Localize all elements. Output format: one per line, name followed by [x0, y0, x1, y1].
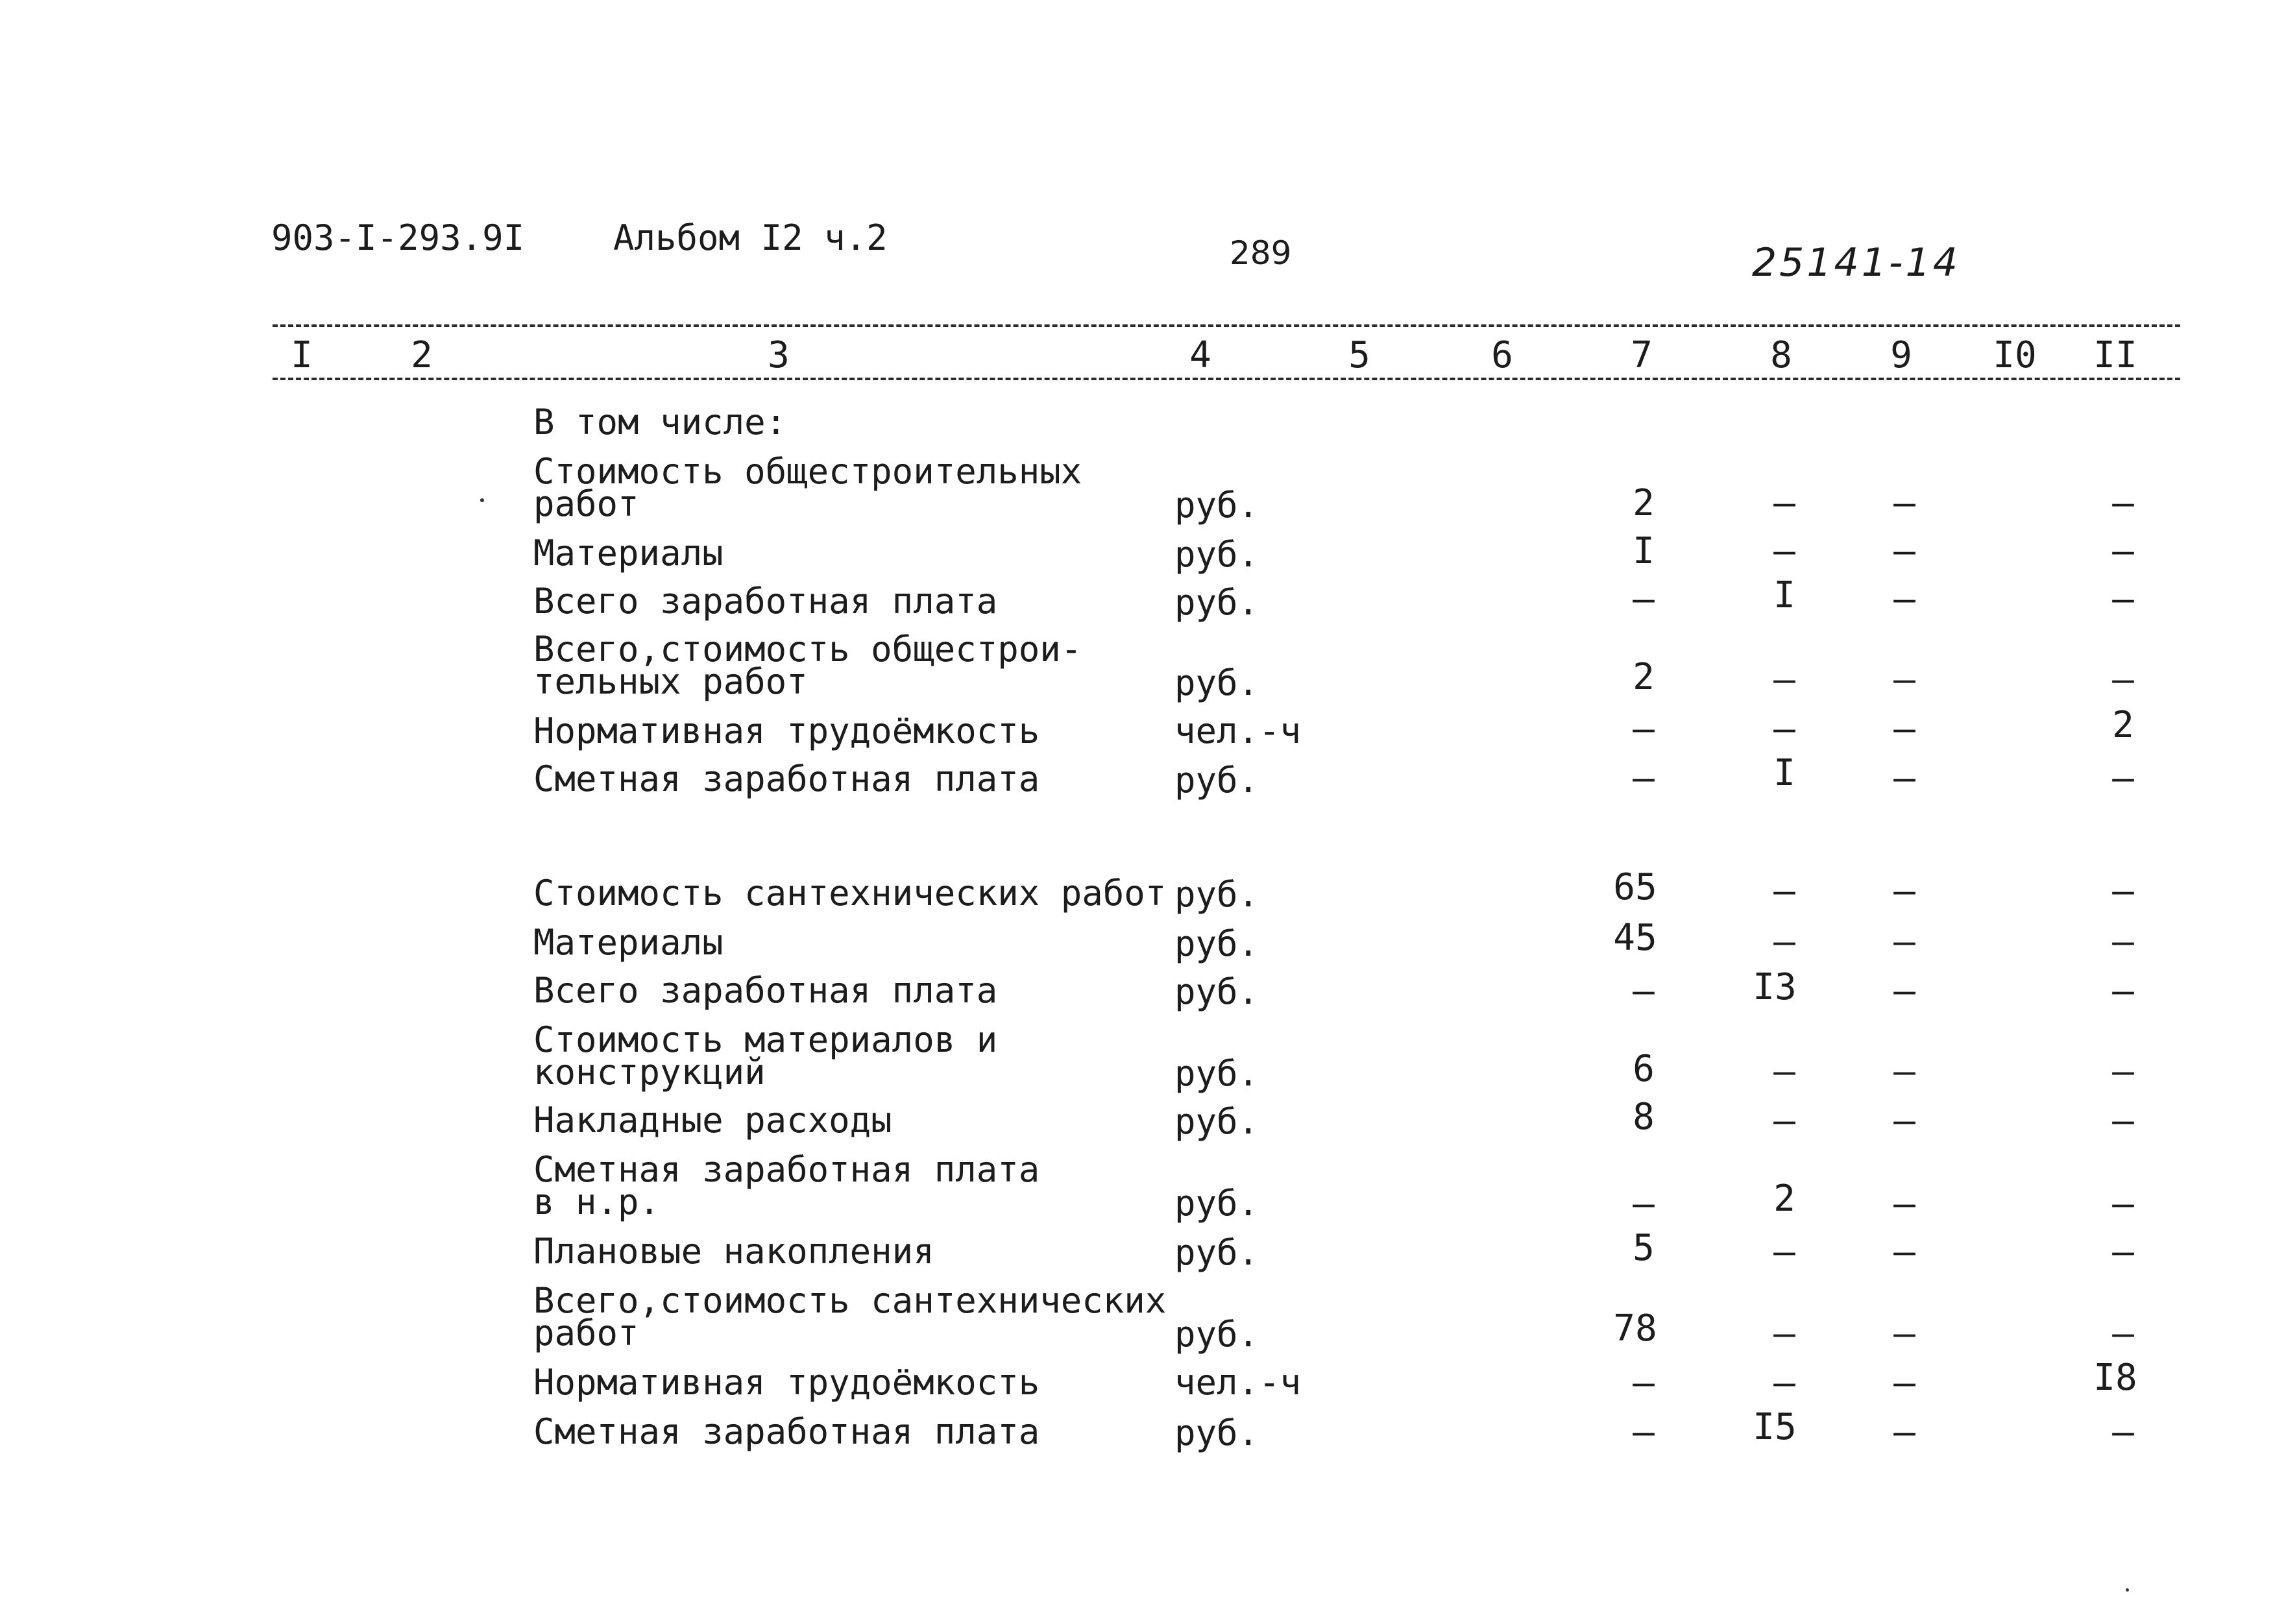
- row-label: Стоимость общестроительных: [533, 451, 1082, 492]
- row-label: Всего заработная плата: [533, 581, 998, 622]
- col9-cell: –: [1893, 1100, 1915, 1142]
- col8-cell: –: [1773, 870, 1795, 912]
- col8-cell: –: [1773, 1231, 1795, 1273]
- row-label: Всего,стоимость общестрои-: [533, 629, 1082, 670]
- col9-cell: –: [1893, 1411, 1915, 1453]
- col11-cell: I8: [2093, 1357, 2137, 1399]
- column-number-5: 5: [1348, 334, 1370, 376]
- col7-cell: 65: [1613, 866, 1657, 908]
- scan-speck: [2126, 1588, 2129, 1592]
- col7-cell: –: [1633, 578, 1655, 620]
- col9-cell: –: [1893, 1050, 1915, 1093]
- unit-cell: руб.: [1174, 1314, 1259, 1355]
- col8-cell: I: [1773, 752, 1795, 794]
- column-number-6: 6: [1491, 334, 1513, 376]
- column-number-9: 9: [1890, 334, 1912, 376]
- unit-cell: руб.: [1174, 1412, 1259, 1453]
- column-number-11: II: [2093, 334, 2137, 376]
- col11-cell: –: [2112, 530, 2134, 572]
- col8-cell: I3: [1753, 966, 1797, 1008]
- col8-cell: 2: [1773, 1178, 1795, 1220]
- col7-cell: –: [1633, 970, 1655, 1012]
- unit-cell: чел.-ч: [1174, 1362, 1302, 1403]
- row-label: Плановые накопления: [533, 1231, 934, 1272]
- unit-cell: руб.: [1174, 760, 1259, 801]
- unit-cell: руб.: [1174, 485, 1259, 526]
- row-label: Материалы: [533, 922, 723, 963]
- col9-cell: –: [1893, 708, 1915, 750]
- document-code: 903-I-293.9I: [271, 217, 525, 258]
- column-number-8: 8: [1770, 334, 1792, 376]
- col7-cell: 2: [1633, 656, 1655, 698]
- col9-cell: –: [1893, 757, 1915, 799]
- column-number-1: I: [291, 334, 313, 376]
- col9-cell: –: [1893, 921, 1915, 963]
- col11-cell: –: [2112, 921, 2134, 963]
- row-label: Сметная заработная плата: [533, 758, 1040, 799]
- col11-cell: –: [2112, 1050, 2134, 1093]
- unit-cell: руб.: [1174, 1232, 1259, 1273]
- table-header-rule: [273, 378, 2180, 380]
- col11-cell: –: [2112, 1183, 2134, 1225]
- scan-speck: [480, 498, 484, 502]
- col11-cell: 2: [2112, 704, 2134, 746]
- col7-cell: 5: [1633, 1227, 1655, 1269]
- col9-cell: –: [1893, 578, 1915, 620]
- col8-cell: –: [1773, 708, 1795, 750]
- col7-cell: –: [1633, 1183, 1655, 1225]
- col7-cell: –: [1633, 757, 1655, 799]
- column-number-10: I0: [1993, 334, 2037, 376]
- inventory-number: 25141-14: [1752, 240, 1960, 285]
- col7-cell: 78: [1613, 1307, 1657, 1350]
- unit-cell: руб.: [1174, 1183, 1259, 1224]
- col8-cell: I5: [1753, 1406, 1797, 1448]
- row-label: Стоимость сантехнических работ: [533, 873, 1167, 914]
- col7-cell: –: [1633, 1411, 1655, 1453]
- unit-cell: руб.: [1174, 923, 1259, 964]
- page-number: 289: [1230, 234, 1292, 272]
- row-label: Нормативная трудоёмкость: [533, 710, 1040, 751]
- unit-cell: руб.: [1174, 874, 1259, 915]
- table-top-rule: [273, 324, 2180, 327]
- unit-cell: руб.: [1174, 534, 1259, 575]
- column-number-3: 3: [768, 334, 790, 376]
- col9-cell: –: [1893, 659, 1915, 701]
- row-label: конструкций: [533, 1052, 766, 1093]
- unit-cell: руб.: [1174, 582, 1259, 623]
- col8-cell: –: [1773, 482, 1795, 524]
- col11-cell: –: [2112, 1231, 2134, 1273]
- col9-cell: –: [1893, 1313, 1915, 1355]
- row-label: работ: [533, 1313, 639, 1353]
- col9-cell: –: [1893, 530, 1915, 572]
- unit-cell: руб.: [1174, 1053, 1259, 1094]
- col7-cell: I: [1633, 530, 1655, 572]
- col11-cell: –: [2112, 1100, 2134, 1142]
- col7-cell: –: [1633, 708, 1655, 750]
- row-label: Всего заработная плата: [533, 970, 998, 1011]
- column-number-2: 2: [411, 334, 433, 376]
- column-number-4: 4: [1189, 334, 1211, 376]
- row-label: Сметная заработная плата: [533, 1411, 1040, 1452]
- col11-cell: –: [2112, 1313, 2134, 1355]
- col7-cell: 45: [1613, 917, 1657, 959]
- col8-cell: –: [1773, 1100, 1795, 1142]
- col9-cell: –: [1893, 870, 1915, 912]
- unit-cell: руб.: [1174, 662, 1259, 703]
- row-label: Нормативная трудоёмкость: [533, 1362, 1040, 1403]
- col7-cell: –: [1633, 1362, 1655, 1404]
- row-label: Сметная заработная плата: [533, 1149, 1040, 1190]
- col8-cell: –: [1773, 1313, 1795, 1355]
- col11-cell: –: [2112, 1411, 2134, 1453]
- unit-cell: руб.: [1174, 1101, 1259, 1142]
- col11-cell: –: [2112, 757, 2134, 799]
- row-label: тельных работ: [533, 661, 808, 702]
- row-label: в н.р.: [533, 1182, 661, 1222]
- col11-cell: –: [2112, 970, 2134, 1012]
- unit-cell: чел.-ч: [1174, 710, 1302, 751]
- row-label: В том числе:: [533, 402, 787, 442]
- col9-cell: –: [1893, 970, 1915, 1012]
- col11-cell: –: [2112, 659, 2134, 701]
- album-label: Альбом I2 ч.2: [613, 217, 888, 258]
- row-label: Всего,стоимость сантехнических: [533, 1280, 1167, 1321]
- col11-cell: –: [2112, 870, 2134, 912]
- unit-cell: руб.: [1174, 971, 1259, 1012]
- col8-cell: –: [1773, 1050, 1795, 1093]
- col9-cell: –: [1893, 1362, 1915, 1404]
- col7-cell: 8: [1633, 1096, 1655, 1138]
- col9-cell: –: [1893, 1183, 1915, 1225]
- col8-cell: –: [1773, 530, 1795, 572]
- column-number-7: 7: [1631, 334, 1653, 376]
- col8-cell: –: [1773, 659, 1795, 701]
- col11-cell: –: [2112, 578, 2134, 620]
- col7-cell: 2: [1633, 482, 1655, 524]
- col8-cell: I: [1773, 574, 1795, 616]
- col9-cell: –: [1893, 482, 1915, 524]
- row-label: Накладные расходы: [533, 1100, 892, 1141]
- col8-cell: –: [1773, 1362, 1795, 1404]
- row-label: Материалы: [533, 533, 723, 574]
- row-label: Стоимость материалов и: [533, 1019, 998, 1060]
- row-label: работ: [533, 483, 639, 524]
- col7-cell: 6: [1633, 1048, 1655, 1090]
- col11-cell: –: [2112, 482, 2134, 524]
- col8-cell: –: [1773, 921, 1795, 963]
- col9-cell: –: [1893, 1231, 1915, 1273]
